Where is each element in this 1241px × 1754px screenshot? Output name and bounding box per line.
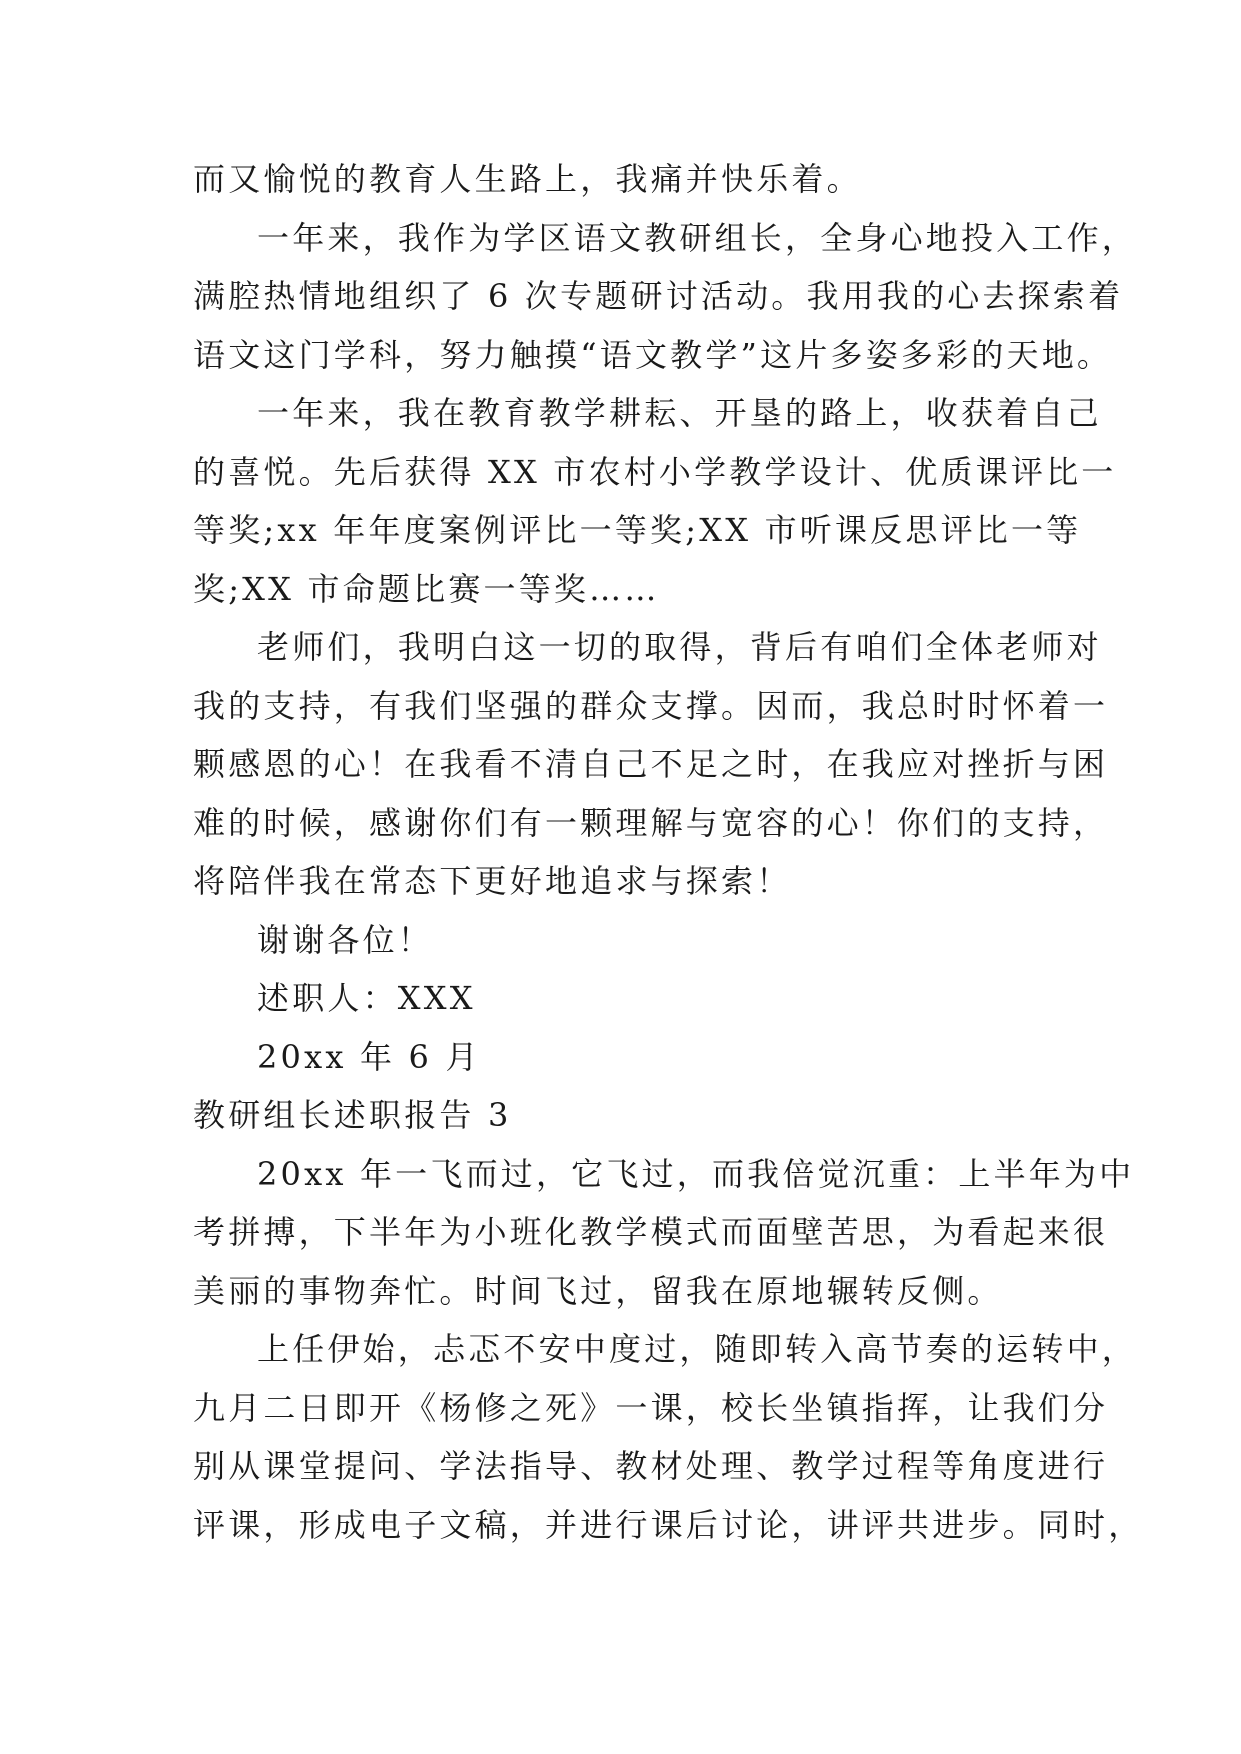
- closing-thanks: 谢谢各位！: [257, 920, 434, 959]
- date-line: 20xx 年 6 月: [257, 1037, 481, 1076]
- text-line: 等奖;xx 年年度案例评比一等奖;XX 市听课反思评比一等: [193, 511, 1082, 549]
- text-line: 20xx 年一飞而过，它飞过，而我倍觉沉重：上半年为中: [257, 1154, 1135, 1193]
- text-line: 上任伊始，忐忑不安中度过，随即转入高节奏的运转中，: [257, 1330, 1138, 1368]
- text-line: 九月二日即开《杨修之死》一课，校长坐镇指挥，让我们分: [193, 1388, 1109, 1427]
- document-body: [193, 150, 1144, 1554]
- text-line: 颗感恩的心！在我看不清自己不足之时，在我应对挫折与困: [193, 745, 1109, 783]
- text-line: 的喜悦。先后获得 XX 市农村小学教学设计、优质课评比一: [193, 452, 1117, 491]
- text-line: 而又愉悦的教育人生路上，我痛并快乐着。: [193, 160, 862, 198]
- text-line: 将陪伴我在常态下更好地追求与探索！: [193, 862, 792, 900]
- text-line: 一年来，我在教育教学耕耘、开垦的路上，收获着自己: [257, 394, 1102, 432]
- text-line: 满腔热情地组织了 6 次专题研讨活动。我用我的心去探索着: [193, 277, 1124, 315]
- text-line: 语文这门学科，努力触摸“语文教学”这片多姿多彩的天地。: [193, 335, 1113, 374]
- text-line: 评课，形成电子文稿，并进行课后讨论，讲评共进步。同时，: [193, 1505, 1144, 1544]
- text-line: 我的支持，有我们坚强的群众支撑。因而，我总时时怀着一: [193, 686, 1109, 725]
- section-heading: 教研组长述职报告 3: [193, 1096, 512, 1134]
- text-line: 老师们，我明白这一切的取得，背后有咱们全体老师对: [257, 628, 1102, 666]
- text-line: 奖;XX 市命题比赛一等奖……: [193, 569, 660, 608]
- text-line: 考拼搏，下半年为小班化教学模式而面壁苦思，为看起来很: [193, 1213, 1109, 1251]
- text-line: 一年来，我作为学区语文教研组长，全身心地投入工作，: [257, 218, 1138, 257]
- signature-line: 述职人：XXX: [257, 979, 476, 1017]
- text-line: 别从课堂提问、学法指导、教材处理、教学过程等角度进行: [193, 1447, 1109, 1485]
- text-line: 难的时候，感谢你们有一颗理解与宽容的心！你们的支持，: [193, 803, 1109, 842]
- text-line: 美丽的事物奔忙。时间飞过，留我在原地辗转反侧。: [193, 1271, 1003, 1310]
